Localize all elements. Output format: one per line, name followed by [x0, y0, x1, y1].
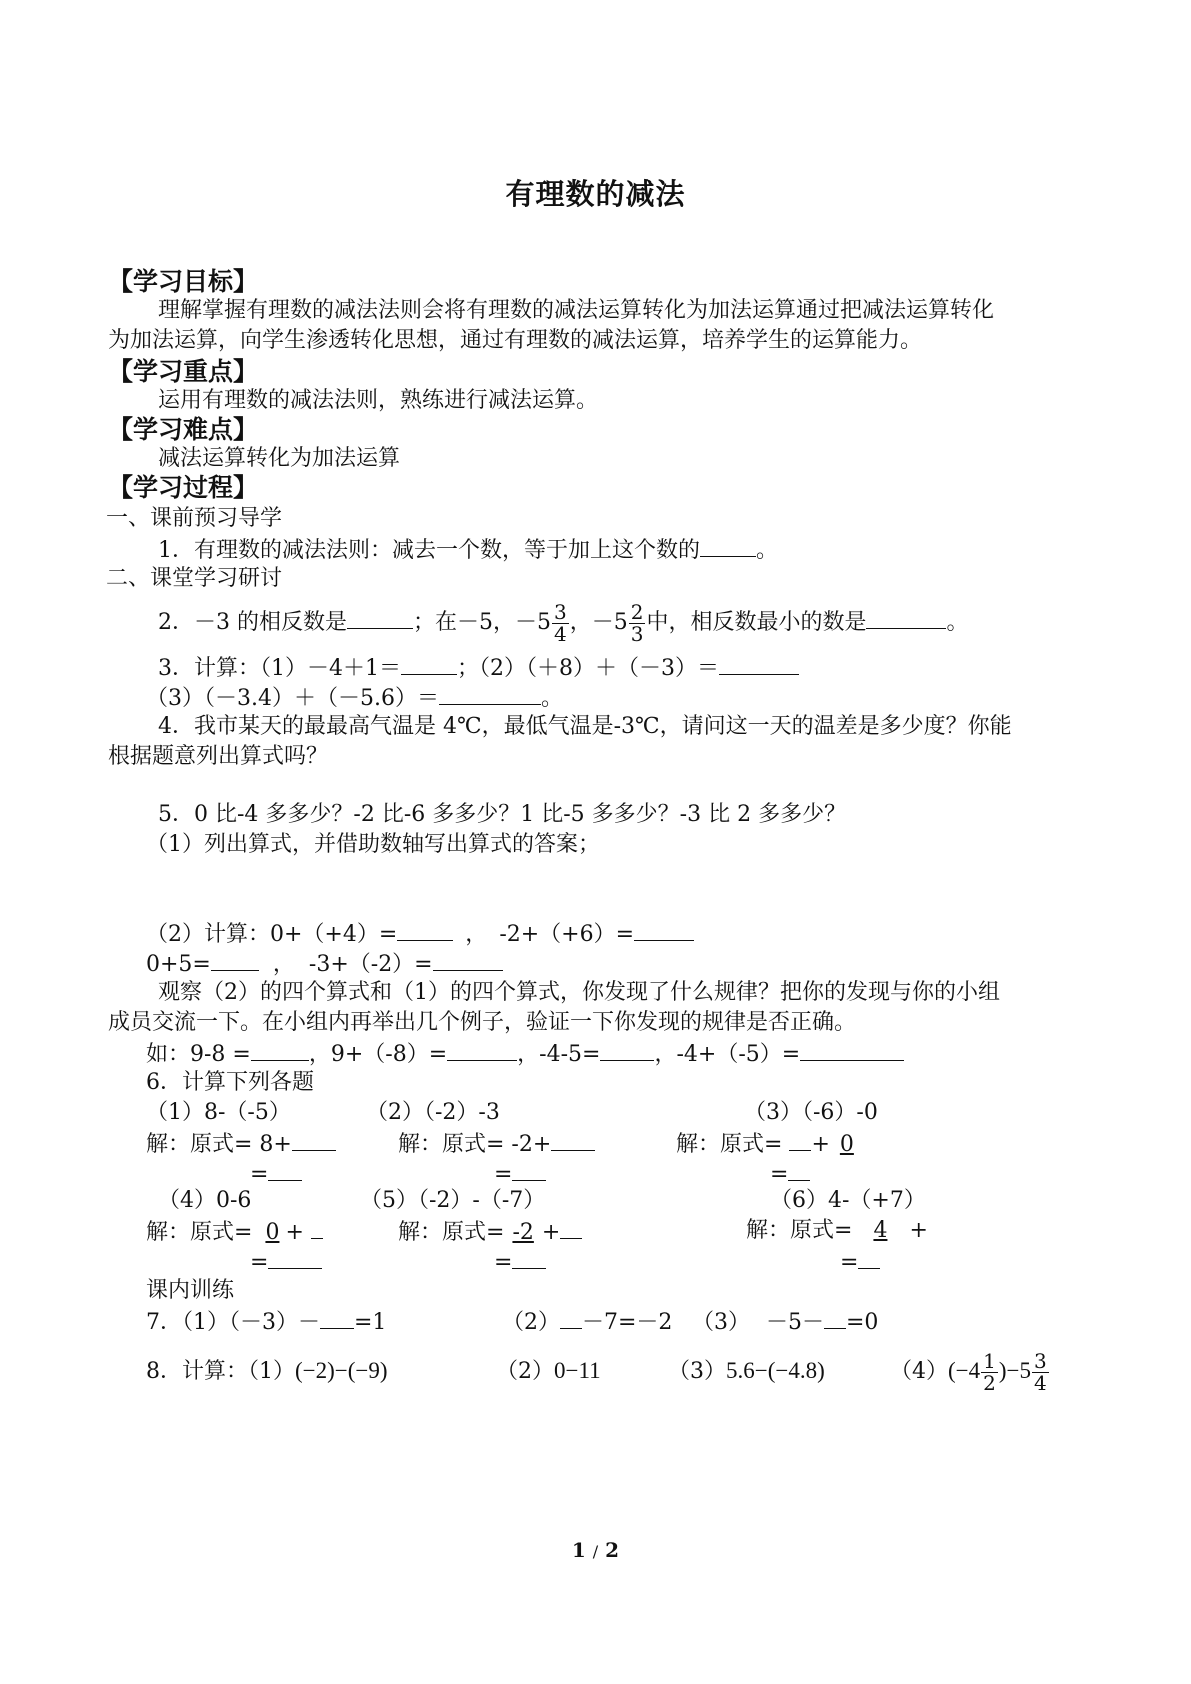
- q7-part-1: 7．（1）（－3）－: [146, 1310, 320, 1335]
- answer-blank: [788, 1158, 810, 1181]
- question-1-end: 。: [756, 538, 779, 563]
- q7-part-3-expr: －5－: [766, 1310, 824, 1335]
- answer-blank: [824, 1306, 846, 1329]
- practice-heading: 课内训练: [146, 1278, 235, 1303]
- q6-solution-4: [146, 1216, 323, 1248]
- q8-expression-4b: )−5: [998, 1358, 1032, 1383]
- solution-label: 解：原式=: [676, 1132, 790, 1157]
- q8-part-label: （3）: [668, 1359, 726, 1384]
- separator: ，: [272, 952, 295, 977]
- answer-blank: [292, 1128, 336, 1151]
- question-8-part-4: [890, 1346, 1050, 1396]
- page-current: 1: [571, 1538, 586, 1562]
- fraction-1-2: [981, 1348, 998, 1395]
- fraction-2-3: [629, 599, 646, 646]
- q7-part-2-label: （2）: [502, 1310, 560, 1335]
- question-5-line-2: （1）列出算式，并借助数轴写出算式的答案；: [146, 832, 600, 857]
- page-title: 有理数的减法: [505, 177, 686, 211]
- answer-blank: [789, 1128, 811, 1151]
- q8-label: 8．计算：: [146, 1359, 248, 1384]
- answer-blank: [251, 1038, 309, 1061]
- example-expression: ，-4-5=: [517, 1042, 601, 1067]
- question-7: [146, 1306, 386, 1338]
- question-1-text: 1．有理数的减法法则：减去一个数，等于加上这个数的: [158, 538, 700, 563]
- question-5-line-1: 5．0 比-4 多多少？-2 比-6 多多少？1 比-5 多多少？-3 比 2 多多少？: [158, 802, 847, 827]
- equals-sign: =: [250, 1162, 269, 1187]
- solution-label: 解：原式=: [146, 1220, 260, 1245]
- calc-expression: -3+（-2）=: [308, 952, 433, 977]
- question-2: [158, 600, 969, 646]
- fraction-denominator: 3: [630, 621, 644, 646]
- answer-blank: [433, 948, 503, 971]
- fraction-3-4: [1032, 1348, 1049, 1395]
- q6-result-5: [494, 1246, 546, 1278]
- q6-result-1: [250, 1158, 302, 1190]
- answer-blank: [512, 1158, 546, 1181]
- question-2-end: 。: [946, 610, 969, 635]
- calc-expression: （2）计算：0+（+4）=: [146, 922, 398, 947]
- q6-problem-3: （3）（-6）-0: [744, 1100, 878, 1125]
- answer-blank: [311, 1216, 323, 1239]
- calc-expression: 0+5=: [146, 952, 211, 977]
- question-3-part-3: （3）（－3.4）＋（－5.6）＝: [146, 686, 439, 711]
- q8-part-label: （4）: [890, 1359, 948, 1384]
- question-8-part-2: [496, 1346, 601, 1396]
- q6-problem-6: （6）4-（+7）: [770, 1188, 926, 1213]
- q8-part-label: （1）: [248, 1359, 295, 1384]
- answer-blank: [600, 1038, 654, 1061]
- section-heading-difficulty: 【学习难点】: [108, 415, 259, 444]
- question-2-text-d: 中，相反数最小的数是: [646, 610, 867, 635]
- question-3-line-2: [146, 682, 563, 714]
- goal-text-line-2: 为加法运算，向学生渗透转化思想，通过有理数的减法运算，培养学生的运算能力。: [108, 328, 923, 353]
- q7-part-3-end: =0: [846, 1310, 879, 1335]
- answer-blank: [320, 1306, 354, 1329]
- fraction-numerator: 3: [554, 599, 567, 624]
- filled-value: 4: [873, 1218, 888, 1243]
- observation-line-1: 观察（2）的四个算式和（1）的四个算式，你发现了什么规律？把你的发现与你的小组: [158, 980, 1000, 1005]
- question-4-line-2: 根据题意列出算式吗？: [108, 744, 329, 769]
- q6-solution-6: [746, 1216, 928, 1246]
- page-separator: /: [592, 1542, 599, 1561]
- question-3-line-1: [158, 652, 799, 684]
- plus-sign: +: [909, 1218, 928, 1243]
- question-3-part-2: ；（2）（＋8）＋（－3）＝: [457, 656, 719, 681]
- section-heading-goal: 【学习目标】: [108, 267, 259, 296]
- answer-blank: [268, 1246, 322, 1269]
- question-8: [146, 1346, 388, 1396]
- question-4-line-1: 4．我市某天的最最高气温是 4℃，最低气温是-3℃，请问这一天的温差是多少度？你能: [158, 714, 1012, 739]
- q6-problem-1: （1）8-（-5）: [146, 1100, 291, 1125]
- key-text: 运用有理数的减法法则，熟练进行减法运算。: [158, 388, 599, 413]
- question-2-text-c: ，－5: [569, 610, 628, 635]
- answer-blank: [800, 1038, 904, 1061]
- equals-sign: =: [250, 1250, 269, 1275]
- plus-sign: +: [811, 1132, 830, 1157]
- part-one-heading: 一、课前预习导学: [106, 506, 283, 531]
- q6-result-4: [250, 1246, 322, 1278]
- fraction-numerator: 2: [630, 599, 644, 624]
- section-heading-process: 【学习过程】: [108, 473, 259, 502]
- question-7-part-3: [692, 1306, 878, 1338]
- page-number: [0, 1538, 1191, 1562]
- answer-blank: [858, 1246, 880, 1269]
- question-6-title: 6．计算下列各题: [146, 1070, 314, 1095]
- example-expression: ，-4+（-5）=: [654, 1042, 801, 1067]
- q8-expression-4a: (−4: [948, 1358, 981, 1383]
- q6-solution-2: [398, 1128, 595, 1160]
- separator: ，: [465, 922, 488, 947]
- answer-blank: [268, 1158, 302, 1181]
- answer-blank: [634, 918, 694, 941]
- example-line: [146, 1038, 904, 1070]
- observation-line-2: 成员交流一下。在小组内再举出几个例子，验证一下你发现的规律是否正确。: [108, 1010, 857, 1035]
- example-expression: ，9+（-8）=: [308, 1042, 448, 1067]
- calc-expression: -2+（+6）=: [499, 922, 635, 947]
- part-two-heading: 二、课堂学习研讨: [106, 566, 283, 591]
- q6-solution-1: [146, 1128, 336, 1160]
- example-expression: 如：9-8 =: [146, 1042, 251, 1067]
- q6-solution-3: [676, 1128, 864, 1160]
- q6-problem-5: （5）（-2）-（-7）: [360, 1188, 546, 1213]
- answer-blank: [700, 534, 756, 557]
- q6-result-6: [840, 1246, 880, 1278]
- equals-sign: =: [494, 1250, 513, 1275]
- q7-part-3-label: （3）: [692, 1310, 750, 1335]
- difficulty-text: 减法运算转化为加法运算: [158, 446, 401, 471]
- q8-expression-3: 5.6−(−4.8): [726, 1358, 825, 1383]
- fraction-denominator: 2: [983, 1370, 996, 1395]
- answer-blank: [719, 652, 799, 675]
- fraction-3-4: [552, 599, 569, 646]
- answer-blank: [439, 682, 541, 705]
- q8-expression-1: (−2)−(−9): [295, 1358, 388, 1383]
- fraction-denominator: 4: [1034, 1370, 1047, 1395]
- equals-sign: =: [840, 1250, 859, 1275]
- q6-problem-4: （4）0-6: [158, 1188, 252, 1213]
- question-8-part-3: [668, 1346, 825, 1396]
- fraction-numerator: 3: [1034, 1348, 1047, 1373]
- question-3-part-1: 3．计算：（1）－4＋1＝: [158, 656, 401, 681]
- q7-part-1-end: =1: [354, 1310, 387, 1335]
- question-2-text: 2．－3 的相反数是: [158, 610, 347, 635]
- section-heading-key: 【学习重点】: [108, 357, 259, 386]
- answer-blank: [551, 1128, 595, 1151]
- answer-blank: [401, 652, 457, 675]
- solution-label: 解：原式=: [746, 1218, 860, 1243]
- question-1: [158, 534, 778, 566]
- answer-blank: [347, 606, 413, 629]
- question-5-calc-line-2: [146, 948, 503, 980]
- goal-text-line-1: 理解掌握有理数的减法法则会将有理数的减法运算转化为加法运算通过把减法运算转化: [158, 298, 995, 323]
- filled-value: 0: [839, 1132, 854, 1157]
- answer-blank: [211, 948, 259, 971]
- plus-sign: +: [285, 1220, 304, 1245]
- q8-part-label: （2）: [496, 1359, 554, 1384]
- fraction-numerator: 1: [983, 1348, 996, 1373]
- answer-blank: [560, 1216, 582, 1239]
- filled-value: -2: [512, 1220, 534, 1245]
- answer-blank: [447, 1038, 517, 1061]
- equals-sign: =: [494, 1162, 513, 1187]
- plus-sign: +: [541, 1220, 561, 1245]
- q6-solution-5: [398, 1216, 582, 1248]
- answer-blank: [512, 1246, 546, 1269]
- question-5-calc-line-1: [146, 918, 694, 950]
- question-2-text-b: ；在－5，－5: [413, 610, 551, 635]
- q7-part-2-end: －7=－2: [582, 1310, 673, 1335]
- solution-label: 解：原式=: [398, 1220, 505, 1245]
- q6-problem-2: （2）（-2）-3: [366, 1100, 500, 1125]
- solution-label: 解：原式= 8+: [146, 1132, 292, 1157]
- equals-sign: =: [770, 1162, 789, 1187]
- solution-label: 解：原式= -2+: [398, 1132, 552, 1157]
- q8-expression-2: 0−11: [554, 1358, 601, 1383]
- fraction-denominator: 4: [554, 621, 567, 646]
- page-total: 2: [605, 1538, 620, 1562]
- answer-blank: [397, 918, 453, 941]
- answer-blank: [560, 1306, 582, 1329]
- filled-value: 0: [265, 1220, 280, 1245]
- question-7-part-2: [502, 1306, 672, 1338]
- question-3-end: 。: [540, 686, 563, 711]
- answer-blank: [866, 606, 946, 629]
